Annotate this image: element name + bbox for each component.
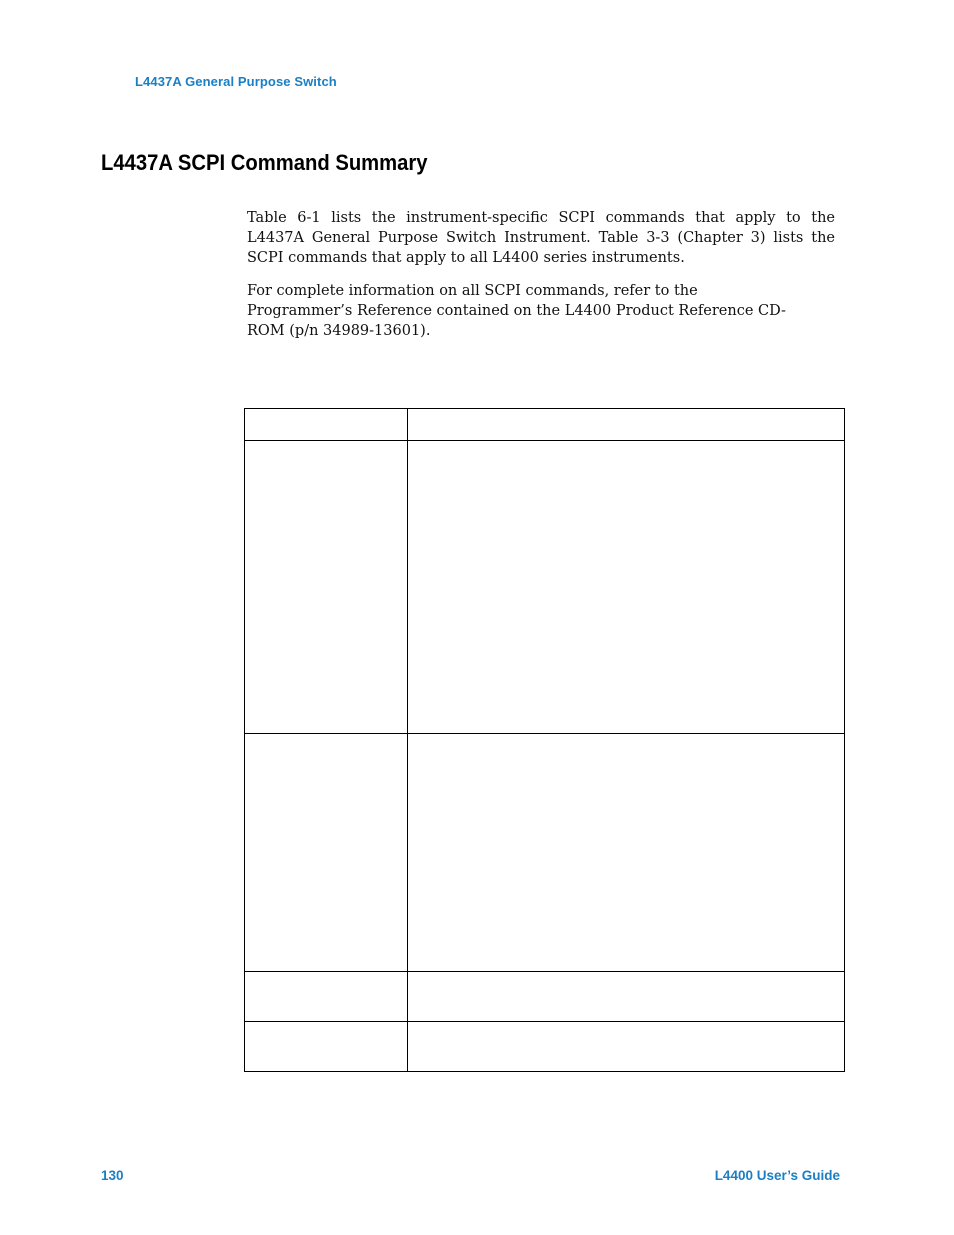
table-row bbox=[245, 441, 845, 734]
page-number: 130 bbox=[101, 1168, 124, 1183]
table-row bbox=[245, 972, 845, 1022]
table-cell-subsystem bbox=[245, 734, 408, 972]
table-cell-subsystem bbox=[245, 441, 408, 734]
table-row bbox=[245, 1022, 845, 1072]
table-cell-subsystem bbox=[245, 409, 408, 441]
table-cell-commands bbox=[408, 1022, 845, 1072]
table-cell-commands bbox=[408, 409, 845, 441]
scpi-command-table bbox=[244, 408, 845, 1072]
table-cell-commands bbox=[408, 441, 845, 734]
table-row bbox=[245, 734, 845, 972]
table-cell-subsystem bbox=[245, 972, 408, 1022]
reference-paragraph: For complete information on all SCPI commands, refer to the Programmer’s Reference contained on the L4400 Product Reference CD-ROM (p/n 34989-13601). bbox=[247, 283, 786, 339]
section-title: L4437A SCPI Command Summary bbox=[101, 150, 428, 175]
table-cell-subsystem bbox=[245, 1022, 408, 1072]
running-header: L4437A General Purpose Switch bbox=[135, 74, 337, 89]
guide-title: L4400 User’s Guide bbox=[714, 1168, 840, 1183]
table-header-row bbox=[245, 409, 845, 441]
intro-paragraph: Table 6-1 lists the instrument-specific SCPI commands that apply to the L4437A General Purpose Switch Instrument. Table 3-3 (Chapter 3) lists the SCPI commands that apply to all L4400 series instruments. bbox=[247, 210, 835, 266]
table-cell-commands bbox=[408, 972, 845, 1022]
table-cell-commands bbox=[408, 734, 845, 972]
